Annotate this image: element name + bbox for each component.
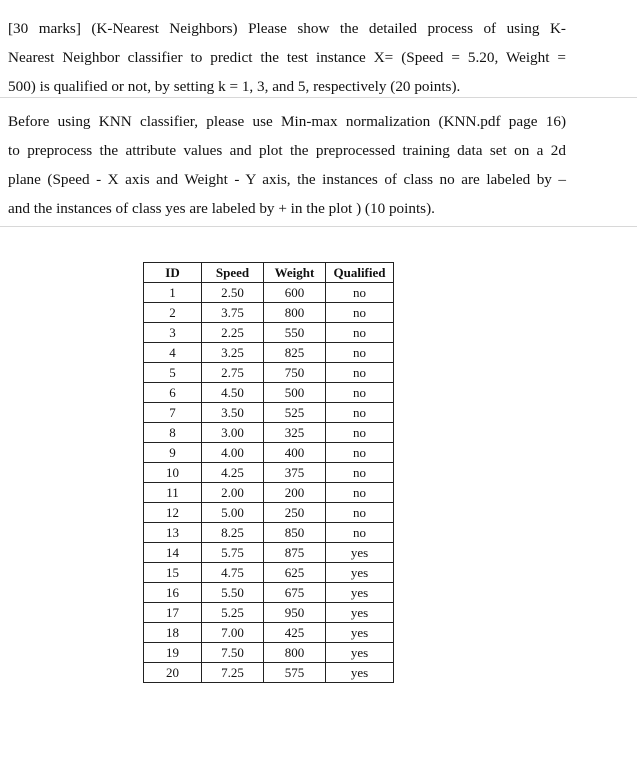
cell-speed: 5.00 bbox=[202, 503, 264, 523]
cell-speed: 4.00 bbox=[202, 443, 264, 463]
cell-id: 16 bbox=[144, 583, 202, 603]
cell-id: 10 bbox=[144, 463, 202, 483]
table-row bbox=[144, 283, 394, 303]
cell-speed: 4.25 bbox=[202, 463, 264, 483]
cell-qualified: no bbox=[326, 443, 394, 463]
training-data-table bbox=[143, 262, 394, 683]
header-qualified: Qualified bbox=[326, 263, 394, 283]
cell-qualified: no bbox=[326, 303, 394, 323]
cell-weight: 250 bbox=[264, 503, 326, 523]
table-row bbox=[144, 343, 394, 363]
cell-qualified: no bbox=[326, 383, 394, 403]
instruction-line-2: to preprocess the attribute values and plot the preprocessed training data set on a 2d bbox=[8, 142, 566, 159]
cell-qualified: no bbox=[326, 503, 394, 523]
cell-qualified: no bbox=[326, 403, 394, 423]
cell-weight: 575 bbox=[264, 663, 326, 683]
cell-id: 6 bbox=[144, 383, 202, 403]
cell-speed: 5.50 bbox=[202, 583, 264, 603]
instruction-line-3: plane (Speed - X axis and Weight - Y axis, the instances of class no are labeled by – bbox=[8, 171, 566, 188]
table-row bbox=[144, 663, 394, 683]
table-row bbox=[144, 383, 394, 403]
instruction-paragraph bbox=[8, 107, 566, 223]
table-row bbox=[144, 523, 394, 543]
cell-qualified: no bbox=[326, 363, 394, 383]
table-row bbox=[144, 403, 394, 423]
cell-id: 20 bbox=[144, 663, 202, 683]
cell-weight: 550 bbox=[264, 323, 326, 343]
cell-weight: 500 bbox=[264, 383, 326, 403]
cell-weight: 825 bbox=[264, 343, 326, 363]
table-row bbox=[144, 583, 394, 603]
instruction-line-1: Before using KNN classifier, please use Min-max normalization (KNN.pdf page 16) bbox=[8, 113, 566, 130]
question-paragraph bbox=[8, 14, 566, 101]
table-row bbox=[144, 603, 394, 623]
cell-qualified: no bbox=[326, 463, 394, 483]
cell-qualified: yes bbox=[326, 643, 394, 663]
table-row bbox=[144, 363, 394, 383]
cell-id: 8 bbox=[144, 423, 202, 443]
cell-id: 14 bbox=[144, 543, 202, 563]
header-id: ID bbox=[144, 263, 202, 283]
cell-id: 1 bbox=[144, 283, 202, 303]
cell-id: 13 bbox=[144, 523, 202, 543]
cell-weight: 400 bbox=[264, 443, 326, 463]
cell-speed: 4.75 bbox=[202, 563, 264, 583]
cell-qualified: no bbox=[326, 483, 394, 503]
cell-speed: 3.00 bbox=[202, 423, 264, 443]
cell-speed: 3.75 bbox=[202, 303, 264, 323]
table-header-row bbox=[144, 263, 394, 283]
cell-speed: 5.25 bbox=[202, 603, 264, 623]
table-row bbox=[144, 623, 394, 643]
question-line-1: [30 marks] (K-Nearest Neighbors) Please show the detailed process of using K- bbox=[8, 20, 566, 37]
cell-weight: 850 bbox=[264, 523, 326, 543]
cell-weight: 750 bbox=[264, 363, 326, 383]
cell-id: 12 bbox=[144, 503, 202, 523]
table-row bbox=[144, 543, 394, 563]
cell-speed: 2.50 bbox=[202, 283, 264, 303]
divider bbox=[0, 226, 637, 227]
header-weight: Weight bbox=[264, 263, 326, 283]
cell-speed: 2.75 bbox=[202, 363, 264, 383]
cell-weight: 325 bbox=[264, 423, 326, 443]
cell-speed: 8.25 bbox=[202, 523, 264, 543]
cell-speed: 3.25 bbox=[202, 343, 264, 363]
cell-weight: 200 bbox=[264, 483, 326, 503]
cell-weight: 800 bbox=[264, 643, 326, 663]
cell-speed: 2.00 bbox=[202, 483, 264, 503]
cell-speed: 2.25 bbox=[202, 323, 264, 343]
cell-qualified: no bbox=[326, 283, 394, 303]
table-row bbox=[144, 483, 394, 503]
question-line-2: Nearest Neighbor classifier to predict the test instance X= (Speed = 5.20, Weight = bbox=[8, 49, 566, 66]
cell-weight: 950 bbox=[264, 603, 326, 623]
cell-id: 19 bbox=[144, 643, 202, 663]
cell-qualified: yes bbox=[326, 623, 394, 643]
cell-weight: 800 bbox=[264, 303, 326, 323]
cell-id: 2 bbox=[144, 303, 202, 323]
cell-qualified: yes bbox=[326, 663, 394, 683]
cell-id: 7 bbox=[144, 403, 202, 423]
table-row bbox=[144, 503, 394, 523]
cell-id: 18 bbox=[144, 623, 202, 643]
table-row bbox=[144, 323, 394, 343]
cell-id: 9 bbox=[144, 443, 202, 463]
cell-qualified: yes bbox=[326, 603, 394, 623]
table-body bbox=[144, 283, 394, 683]
cell-qualified: yes bbox=[326, 563, 394, 583]
cell-id: 5 bbox=[144, 363, 202, 383]
cell-speed: 3.50 bbox=[202, 403, 264, 423]
cell-qualified: no bbox=[326, 423, 394, 443]
instruction-line-4: and the instances of class yes are labeled by + in the plot ) (10 points). bbox=[8, 200, 435, 217]
cell-id: 17 bbox=[144, 603, 202, 623]
cell-weight: 625 bbox=[264, 563, 326, 583]
cell-weight: 600 bbox=[264, 283, 326, 303]
cell-weight: 425 bbox=[264, 623, 326, 643]
cell-speed: 5.75 bbox=[202, 543, 264, 563]
cell-id: 3 bbox=[144, 323, 202, 343]
table-row bbox=[144, 423, 394, 443]
cell-weight: 375 bbox=[264, 463, 326, 483]
cell-qualified: yes bbox=[326, 583, 394, 603]
table-row bbox=[144, 443, 394, 463]
cell-speed: 7.25 bbox=[202, 663, 264, 683]
cell-id: 11 bbox=[144, 483, 202, 503]
cell-qualified: no bbox=[326, 343, 394, 363]
table-row bbox=[144, 643, 394, 663]
cell-id: 15 bbox=[144, 563, 202, 583]
cell-qualified: no bbox=[326, 523, 394, 543]
table-row bbox=[144, 303, 394, 323]
header-speed: Speed bbox=[202, 263, 264, 283]
table-row bbox=[144, 463, 394, 483]
cell-qualified: no bbox=[326, 323, 394, 343]
cell-speed: 7.50 bbox=[202, 643, 264, 663]
cell-speed: 4.50 bbox=[202, 383, 264, 403]
cell-qualified: yes bbox=[326, 543, 394, 563]
cell-weight: 525 bbox=[264, 403, 326, 423]
cell-weight: 875 bbox=[264, 543, 326, 563]
question-line-3: 500) is qualified or not, by setting k = 1, 3, and 5, respectively (20 points). bbox=[8, 78, 461, 95]
cell-weight: 675 bbox=[264, 583, 326, 603]
cell-id: 4 bbox=[144, 343, 202, 363]
cell-speed: 7.00 bbox=[202, 623, 264, 643]
divider bbox=[0, 97, 637, 98]
table-row bbox=[144, 563, 394, 583]
